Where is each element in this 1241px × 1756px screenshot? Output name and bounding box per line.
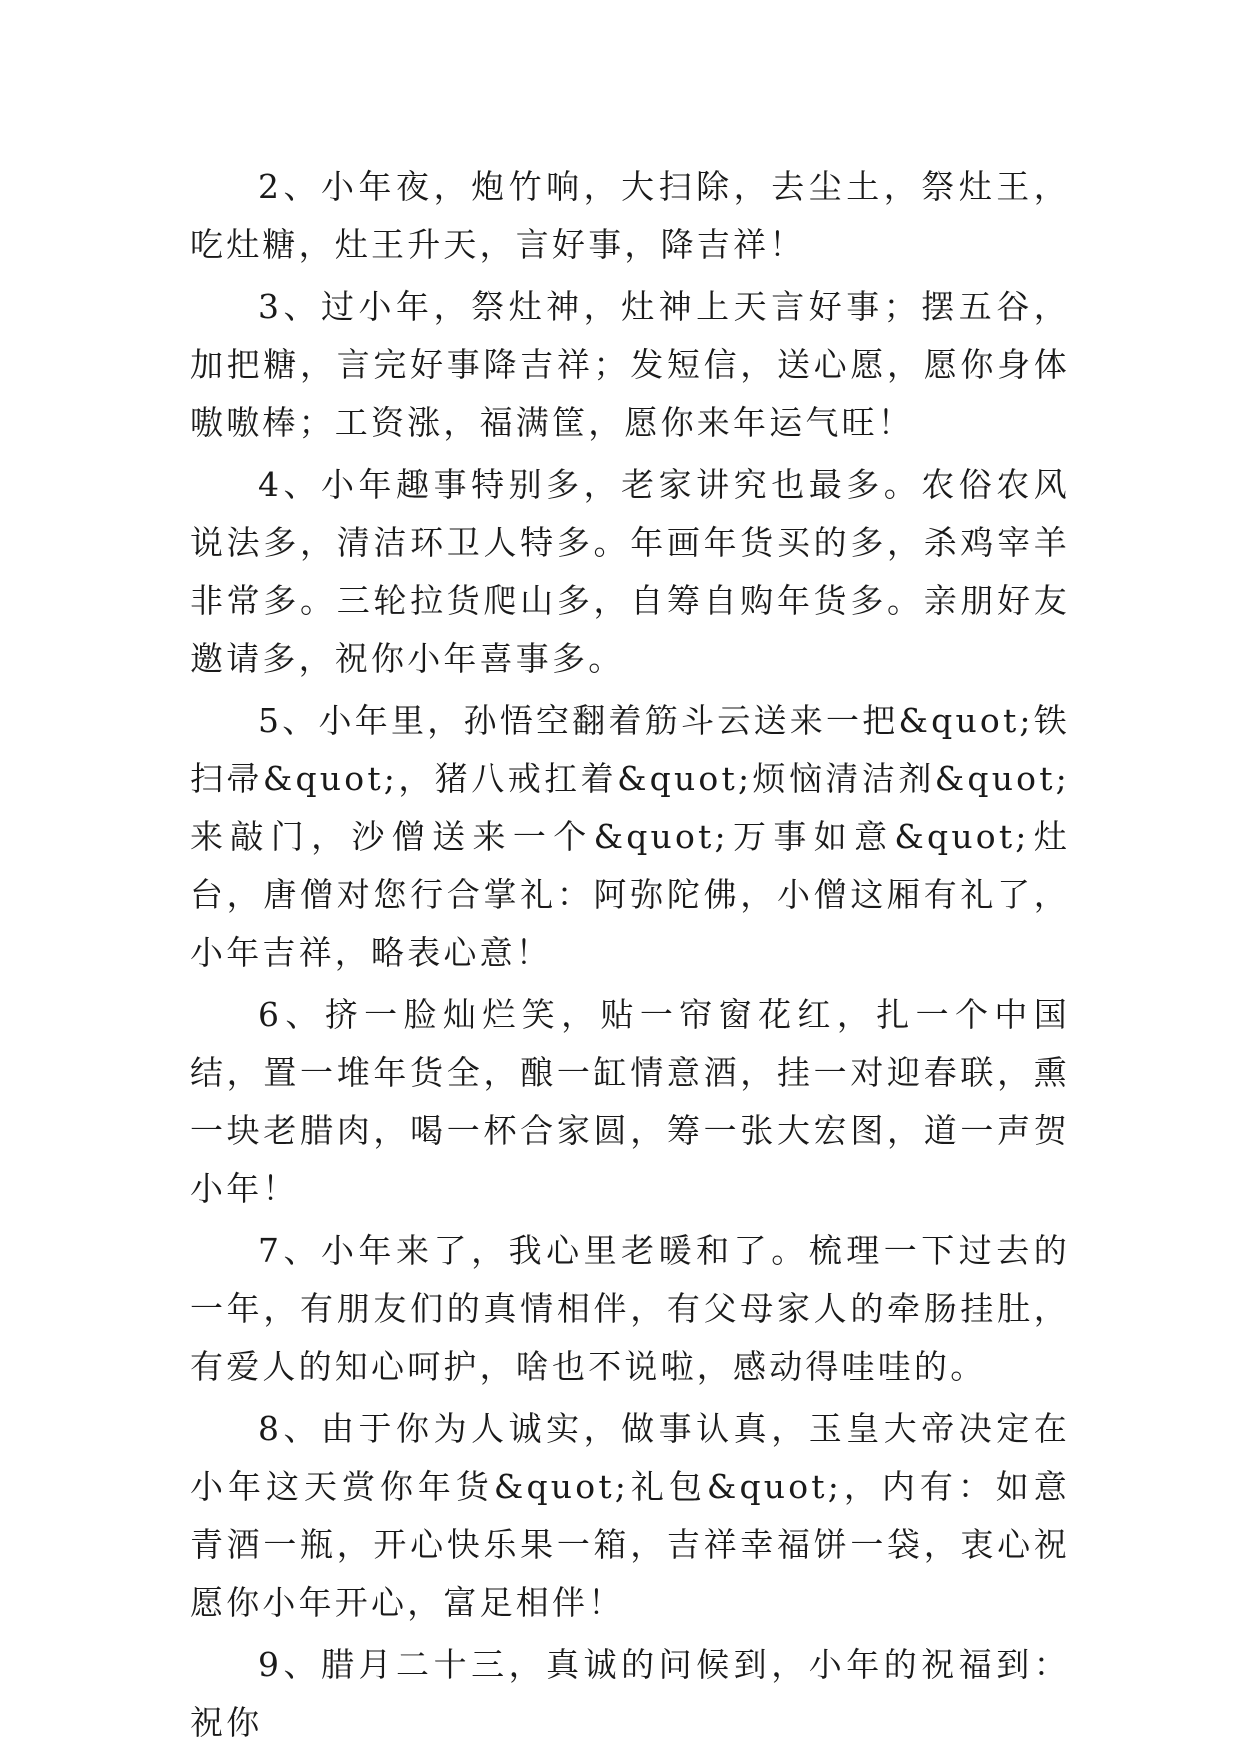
paragraph-3: 3、过小年，祭灶神，灶神上天言好事；摆五谷，加把糖，言完好事降吉祥；发短信，送心愿，愿你身体嗷嗷棒；工资涨，福满筐，愿你来年运气旺！ (190, 287, 1070, 442)
paragraph-6: 6、挤一脸灿烂笑，贴一帘窗花红，扎一个中国结，置一堆年货全，酿一缸情意酒，挂一对迎春联，熏一块老腊肉，喝一杯合家圆，筹一张大宏图，道一声贺小年！ (190, 995, 1070, 1208)
paragraph-5: 5、小年里，孙悟空翻着筋斗云送来一把&quot;铁扫帚&quot;，猪八戒扛着&quot;烦恼清洁剂&quot;来敲门，沙僧送来一个&quot;万事如意&quot;灶台，唐僧对您行合掌礼：阿弥陀佛，小僧这厢有礼了，小年吉祥，略表心意！ (190, 701, 1070, 972)
paragraph-7: 7、小年来了，我心里老暖和了。梳理一下过去的一年，有朋友们的真情相伴，有父母家人的牵肠挂肚，有爱人的知心呵护，啥也不说啦，感动得哇哇的。 (190, 1231, 1070, 1386)
paragraph-4: 4、小年趣事特别多，老家讲究也最多。农俗农风说法多，清洁环卫人特多。年画年货买的多，杀鸡宰羊非常多。三轮拉货爬山多，自筹自购年货多。亲朋好友邀请多，祝你小年喜事多。 (190, 465, 1070, 678)
document-body (190, 158, 1070, 1756)
paragraph-9: 9、腊月二十三，真诚的问候到，小年的祝福到：祝你 (190, 1645, 1070, 1742)
paragraph-2: 2、小年夜，炮竹响，大扫除，去尘土，祭灶王，吃灶糖，灶王升天，言好事，降吉祥！ (190, 167, 1070, 264)
paragraph-8: 8、由于你为人诚实，做事认真，玉皇大帝决定在小年这天赏你年货&quot;礼包&quot;，内有：如意青酒一瓶，开心快乐果一箱，吉祥幸福饼一袋，衷心祝愿你小年开心，富足相伴！ (190, 1409, 1070, 1622)
